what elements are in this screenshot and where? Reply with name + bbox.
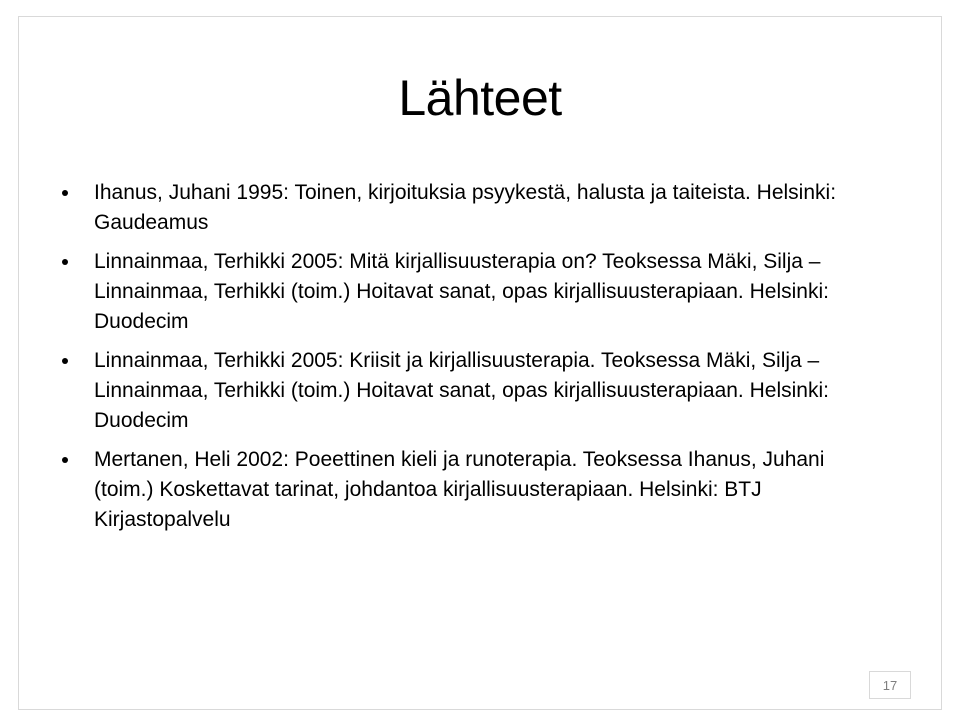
list-item (58, 445, 878, 535)
bullet-icon (62, 358, 68, 364)
reference-list (58, 178, 878, 544)
reference-text: Linnainmaa, Terhikki 2005: Mitä kirjallisuusterapia on? Teoksessa Mäki, Silja – Linnainmaa, Terhikki (toim.) Hoitavat sanat, opas kirjallisuusterapiaan. Helsinki: Duodecim (94, 250, 829, 333)
list-item (58, 346, 878, 436)
slide-title: Lähteet (398, 70, 562, 126)
page-number: 17 (869, 671, 911, 699)
bullet-icon (62, 190, 68, 196)
reference-text: Ihanus, Juhani 1995: Toinen, kirjoituksia psyykestä, halusta ja taiteista. Helsinki: Gaudeamus (94, 181, 837, 234)
reference-text: Linnainmaa, Terhikki 2005: Kriisit ja kirjallisuusterapia. Teoksessa Mäki, Silja – Linnainmaa, Terhikki (toim.) Hoitavat sanat, opas kirjallisuusterapiaan. Helsinki: Duodecim (94, 349, 829, 432)
bullet-icon (62, 259, 68, 265)
bullet-icon (62, 457, 68, 463)
list-item (58, 247, 878, 337)
reference-text: Mertanen, Heli 2002: Poeettinen kieli ja runoterapia. Teoksessa Ihanus, Juhani (toim.) Koskettavat tarinat, johdantoa kirjallisuusterapiaan. Helsinki: BTJ Kirjastopalvelu (94, 448, 825, 531)
list-item (58, 178, 878, 238)
